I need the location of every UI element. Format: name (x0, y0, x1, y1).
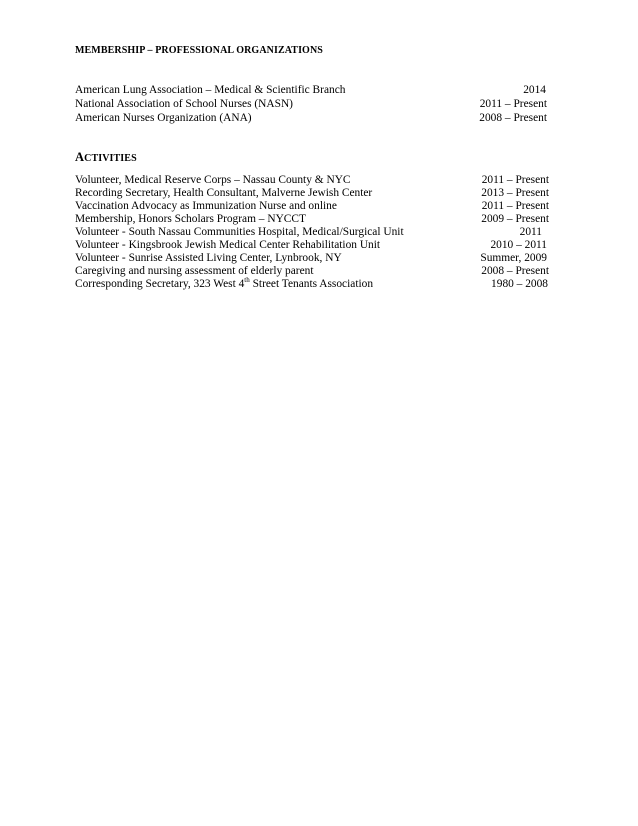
membership-item-date: 2008 – Present (479, 112, 547, 124)
activity-item (75, 251, 549, 265)
ordinal-suffix: th (244, 276, 250, 285)
activity-item (75, 186, 549, 200)
membership-item-date: 2014 (523, 84, 546, 96)
membership-item-label: National Association of School Nurses (NASN) (75, 98, 293, 110)
activity-item-label: Volunteer - South Nassau Communities Hospital, Medical/Surgical Unit (75, 226, 404, 238)
activity-item-date: 1980 – 2008 (491, 278, 548, 290)
membership-item (75, 111, 549, 125)
activity-item-label (75, 277, 373, 291)
activity-item (75, 238, 549, 252)
activity-item-label: Vaccination Advocacy as Immunization Nurse and online (75, 200, 337, 212)
activity-item-date: 2013 – Present (481, 187, 549, 199)
activity-item-label-text: Street Tenants Association (249, 278, 374, 290)
membership-item (75, 97, 549, 111)
activity-item-date: 2011 (519, 226, 542, 238)
activity-item-date: 2010 – 2011 (490, 239, 547, 251)
activity-item (75, 199, 549, 213)
activity-item-date: 2009 – Present (481, 213, 549, 225)
activity-item-label: Volunteer - Kingsbrook Jewish Medical Center Rehabilitation Unit (75, 239, 381, 251)
activity-item-date: Summer, 2009 (480, 252, 547, 264)
membership-heading: MEMBERSHIP – PROFESSIONAL ORGANIZATIONS (75, 45, 323, 56)
activity-item-label: Volunteer - Sunrise Assisted Living Center, Lynbrook, NY (75, 252, 342, 264)
activities-heading-initial: A (75, 150, 85, 164)
activity-item-label: Caregiving and nursing assessment of elderly parent (75, 265, 314, 277)
activity-item (75, 225, 549, 239)
activity-item-date: 2011 – Present (481, 174, 549, 186)
activities-heading-rest: CTIVITIES (84, 153, 137, 164)
activity-item-date: 2011 – Present (481, 200, 549, 212)
membership-item-label: American Nurses Organization (ANA) (75, 112, 252, 124)
membership-item-date: 2011 – Present (479, 98, 547, 110)
membership-item (75, 83, 549, 97)
activity-item-label: Volunteer, Medical Reserve Corps – Nassau County & NYC (75, 174, 351, 186)
activity-item (75, 264, 549, 278)
activity-item-label: Membership, Honors Scholars Program – NYCCT (75, 213, 306, 225)
activity-item-label: Recording Secretary, Health Consultant, Malverne Jewish Center (75, 187, 373, 199)
activity-item-label-text: Corresponding Secretary, 323 West 4 (75, 278, 245, 290)
membership-item-label: American Lung Association – Medical & Scientific Branch (75, 84, 346, 96)
activity-item (75, 212, 549, 226)
activity-item-date: 2008 – Present (481, 265, 549, 277)
activity-item (75, 277, 549, 291)
activities-heading (75, 150, 137, 165)
activity-item (75, 173, 549, 187)
